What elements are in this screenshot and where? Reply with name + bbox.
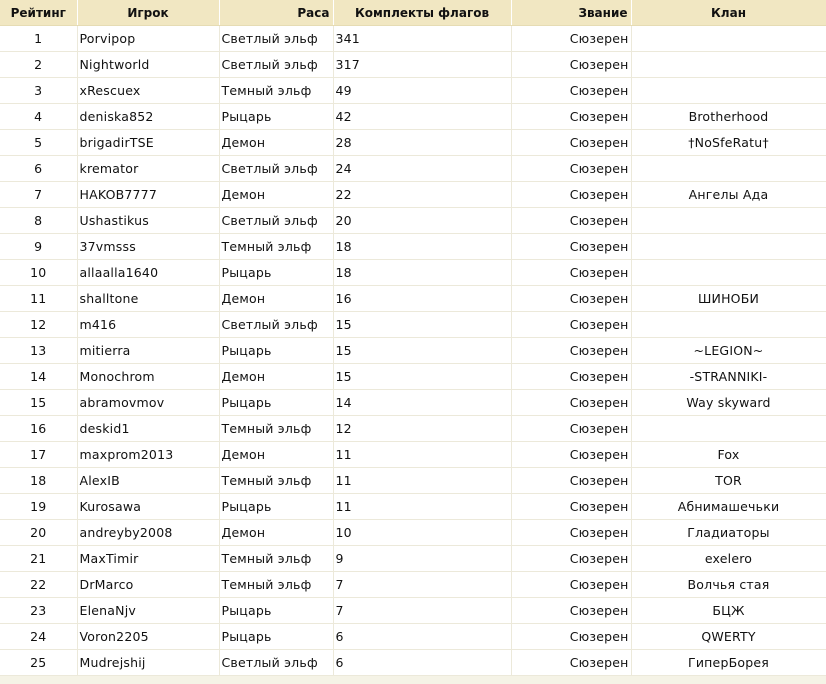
title-cell: Сюзерен [511, 572, 631, 598]
table-row [0, 338, 826, 364]
rank-cell: 21 [0, 546, 77, 572]
clan-cell [631, 390, 826, 416]
player-cell [77, 468, 219, 494]
clan-cell [631, 78, 826, 104]
clan-cell [631, 624, 826, 650]
flags-cell: 12 [333, 416, 511, 442]
flags-cell: 15 [333, 312, 511, 338]
table-row [0, 130, 826, 156]
clan-cell [631, 156, 826, 182]
clan-cell [631, 234, 826, 260]
table-row [0, 182, 826, 208]
rank-cell: 18 [0, 468, 77, 494]
rank-cell: 12 [0, 312, 77, 338]
table-row [0, 234, 826, 260]
flags-cell: 14 [333, 390, 511, 416]
race-cell: Светлый эльф [219, 208, 333, 234]
table-row [0, 442, 826, 468]
rank-cell: 19 [0, 494, 77, 520]
player-link[interactable]: brigadirTSE [79, 135, 154, 150]
header-row [0, 0, 826, 26]
player-link[interactable]: DrMarco [79, 577, 134, 592]
title-cell: Сюзерен [511, 78, 631, 104]
title-cell: Сюзерен [511, 624, 631, 650]
player-cell [77, 338, 219, 364]
title-cell: Сюзерен [511, 26, 631, 52]
clan-link[interactable]: Fox [717, 447, 740, 462]
race-cell: Светлый эльф [219, 52, 333, 78]
title-cell: Сюзерен [511, 416, 631, 442]
player-link[interactable]: ElenaNjv [79, 603, 136, 618]
table-row [0, 572, 826, 598]
race-cell: Рыцарь [219, 598, 333, 624]
title-cell: Сюзерен [511, 234, 631, 260]
title-cell: Сюзерен [511, 52, 631, 78]
table-row [0, 26, 826, 52]
player-link[interactable]: kremator [79, 161, 139, 176]
player-link[interactable]: maxprom2013 [79, 447, 174, 462]
title-cell: Сюзерен [511, 260, 631, 286]
player-cell [77, 546, 219, 572]
table-row [0, 156, 826, 182]
rank-cell: 15 [0, 390, 77, 416]
rank-cell: 4 [0, 104, 77, 130]
race-cell: Рыцарь [219, 104, 333, 130]
table-row [0, 416, 826, 442]
clan-link[interactable]: Гладиаторы [687, 525, 770, 540]
title-cell: Сюзерен [511, 494, 631, 520]
rank-cell: 10 [0, 260, 77, 286]
race-cell: Рыцарь [219, 390, 333, 416]
player-cell [77, 26, 219, 52]
clan-cell [631, 572, 826, 598]
rank-cell: 22 [0, 572, 77, 598]
player-link[interactable]: AlexIB [79, 473, 120, 488]
race-cell: Светлый эльф [219, 312, 333, 338]
rank-cell: 1 [0, 26, 77, 52]
flags-cell: 7 [333, 598, 511, 624]
race-cell: Темный эльф [219, 572, 333, 598]
clan-link[interactable]: ~LEGION~ [693, 343, 764, 358]
column-header-clan[interactable]: Клан [631, 0, 826, 26]
clan-cell [631, 494, 826, 520]
clan-cell [631, 364, 826, 390]
clan-link[interactable]: БЦЖ [712, 603, 745, 618]
player-cell [77, 364, 219, 390]
table-row [0, 208, 826, 234]
player-link[interactable]: Voron2205 [79, 629, 149, 644]
clan-link[interactable]: Brotherhood [688, 109, 769, 124]
race-cell: Темный эльф [219, 546, 333, 572]
title-cell: Сюзерен [511, 182, 631, 208]
race-cell: Демон [219, 442, 333, 468]
race-cell: Демон [219, 130, 333, 156]
rank-cell: 13 [0, 338, 77, 364]
rank-cell: 25 [0, 650, 77, 676]
flags-cell: 15 [333, 338, 511, 364]
title-cell: Сюзерен [511, 598, 631, 624]
table-row [0, 520, 826, 546]
table-row [0, 260, 826, 286]
race-cell: Рыцарь [219, 260, 333, 286]
title-cell: Сюзерен [511, 312, 631, 338]
column-header-race[interactable]: Раса [219, 0, 333, 26]
flags-cell: 22 [333, 182, 511, 208]
clan-cell [631, 26, 826, 52]
flags-cell: 11 [333, 468, 511, 494]
player-link[interactable]: Ushastikus [79, 213, 149, 228]
clan-cell [631, 286, 826, 312]
flags-cell: 24 [333, 156, 511, 182]
flags-cell: 49 [333, 78, 511, 104]
player-cell [77, 208, 219, 234]
title-cell: Сюзерен [511, 156, 631, 182]
rank-cell: 24 [0, 624, 77, 650]
player-link[interactable]: HAKOB7777 [79, 187, 157, 202]
rank-cell: 16 [0, 416, 77, 442]
rank-cell: 3 [0, 78, 77, 104]
clan-cell [631, 338, 826, 364]
rank-cell: 7 [0, 182, 77, 208]
race-cell: Светлый эльф [219, 26, 333, 52]
player-link[interactable]: Kurosawa [79, 499, 142, 514]
clan-link[interactable]: Ангелы Ада [688, 187, 769, 202]
table-row [0, 468, 826, 494]
player-link[interactable]: m416 [79, 317, 117, 332]
flags-cell: 341 [333, 26, 511, 52]
player-cell [77, 650, 219, 676]
table-row [0, 546, 826, 572]
table-row [0, 312, 826, 338]
player-cell [77, 104, 219, 130]
flags-cell: 28 [333, 130, 511, 156]
player-cell [77, 520, 219, 546]
flags-cell: 9 [333, 546, 511, 572]
title-cell: Сюзерен [511, 546, 631, 572]
player-link[interactable]: MaxTimir [79, 551, 139, 566]
rank-cell: 17 [0, 442, 77, 468]
table-body [0, 26, 826, 676]
race-cell: Темный эльф [219, 468, 333, 494]
title-cell: Сюзерен [511, 650, 631, 676]
clan-link[interactable]: exelero [704, 551, 753, 566]
column-header-rank[interactable]: Рейтинг [0, 0, 77, 26]
table-row [0, 598, 826, 624]
player-link[interactable]: 37vmsss [79, 239, 136, 254]
clan-cell [631, 468, 826, 494]
player-cell [77, 494, 219, 520]
clan-link[interactable]: Волчья стая [687, 577, 770, 592]
race-cell: Светлый эльф [219, 156, 333, 182]
table-row [0, 624, 826, 650]
clan-cell [631, 416, 826, 442]
flags-cell: 18 [333, 260, 511, 286]
player-cell [77, 78, 219, 104]
player-cell [77, 234, 219, 260]
player-link[interactable]: Nightworld [79, 57, 150, 72]
title-cell: Сюзерен [511, 520, 631, 546]
rank-cell: 20 [0, 520, 77, 546]
rank-cell: 6 [0, 156, 77, 182]
table-row [0, 364, 826, 390]
flags-cell: 11 [333, 494, 511, 520]
flags-cell: 10 [333, 520, 511, 546]
title-cell: Сюзерен [511, 468, 631, 494]
flags-cell: 11 [333, 442, 511, 468]
flags-cell: 16 [333, 286, 511, 312]
player-link[interactable]: andreyby2008 [79, 525, 173, 540]
clan-cell [631, 546, 826, 572]
clan-cell [631, 260, 826, 286]
player-cell [77, 52, 219, 78]
player-cell [77, 624, 219, 650]
player-link[interactable]: mitierra [79, 343, 131, 358]
clan-link[interactable]: ШИНОБИ [697, 291, 760, 306]
player-cell [77, 390, 219, 416]
player-cell [77, 182, 219, 208]
race-cell: Темный эльф [219, 234, 333, 260]
race-cell: Темный эльф [219, 416, 333, 442]
clan-cell [631, 104, 826, 130]
title-cell: Сюзерен [511, 130, 631, 156]
column-header-flags[interactable]: Комплекты флагов [333, 0, 511, 26]
title-cell: Сюзерен [511, 390, 631, 416]
clan-link[interactable]: ГиперБорея [688, 655, 769, 670]
rank-cell: 5 [0, 130, 77, 156]
clan-cell [631, 650, 826, 676]
table-row [0, 286, 826, 312]
player-cell [77, 260, 219, 286]
player-link[interactable]: deniska852 [79, 109, 154, 124]
race-cell: Демон [219, 520, 333, 546]
clan-link[interactable]: QWERTY [701, 629, 756, 644]
table-row [0, 52, 826, 78]
player-cell [77, 572, 219, 598]
table-row [0, 104, 826, 130]
table-row [0, 78, 826, 104]
title-cell: Сюзерен [511, 208, 631, 234]
player-cell [77, 598, 219, 624]
clan-cell [631, 442, 826, 468]
player-link[interactable]: allaalla1640 [79, 265, 159, 280]
table-row [0, 650, 826, 676]
clan-cell [631, 208, 826, 234]
table-row [0, 390, 826, 416]
player-link[interactable]: xRescuex [79, 83, 141, 98]
clan-cell [631, 520, 826, 546]
rank-cell: 8 [0, 208, 77, 234]
title-cell: Сюзерен [511, 338, 631, 364]
rank-cell: 23 [0, 598, 77, 624]
rank-cell: 9 [0, 234, 77, 260]
player-link[interactable]: shalltone [79, 291, 139, 306]
player-cell [77, 130, 219, 156]
flags-cell: 317 [333, 52, 511, 78]
flags-cell: 7 [333, 572, 511, 598]
race-cell: Рыцарь [219, 624, 333, 650]
flags-cell: 6 [333, 650, 511, 676]
table-row [0, 494, 826, 520]
clan-link[interactable]: -STRANNIKI- [689, 369, 768, 384]
clan-cell [631, 52, 826, 78]
column-header-player[interactable]: Игрок [77, 0, 219, 26]
title-cell: Сюзерен [511, 442, 631, 468]
rank-cell: 2 [0, 52, 77, 78]
player-cell [77, 156, 219, 182]
clan-cell [631, 312, 826, 338]
player-link[interactable]: Monochrom [79, 369, 155, 384]
player-cell [77, 312, 219, 338]
flags-cell: 6 [333, 624, 511, 650]
clan-cell [631, 598, 826, 624]
flags-cell: 42 [333, 104, 511, 130]
race-cell: Темный эльф [219, 78, 333, 104]
player-link[interactable]: deskid1 [79, 421, 130, 436]
player-cell [77, 286, 219, 312]
title-cell: Сюзерен [511, 286, 631, 312]
column-header-title[interactable]: Звание [511, 0, 631, 26]
player-link[interactable]: Mudrejshij [79, 655, 146, 670]
clan-link[interactable]: Абнимашечьки [677, 499, 780, 514]
title-cell: Сюзерен [511, 104, 631, 130]
player-cell [77, 442, 219, 468]
clan-link[interactable]: †NoSfeRatu† [688, 135, 769, 150]
race-cell: Рыцарь [219, 494, 333, 520]
clan-link[interactable]: TOR [715, 473, 742, 488]
race-cell: Рыцарь [219, 338, 333, 364]
clan-cell [631, 182, 826, 208]
race-cell: Демон [219, 286, 333, 312]
rank-cell: 11 [0, 286, 77, 312]
title-cell: Сюзерен [511, 364, 631, 390]
flags-cell: 18 [333, 234, 511, 260]
flags-cell: 15 [333, 364, 511, 390]
player-link[interactable]: abramovmov [79, 395, 165, 410]
race-cell: Светлый эльф [219, 650, 333, 676]
player-link[interactable]: Porvipop [79, 31, 136, 46]
race-cell: Демон [219, 182, 333, 208]
player-cell [77, 416, 219, 442]
flags-cell: 20 [333, 208, 511, 234]
clan-link[interactable]: Way skyward [686, 395, 771, 410]
clan-cell [631, 130, 826, 156]
race-cell: Демон [219, 364, 333, 390]
rank-cell: 14 [0, 364, 77, 390]
